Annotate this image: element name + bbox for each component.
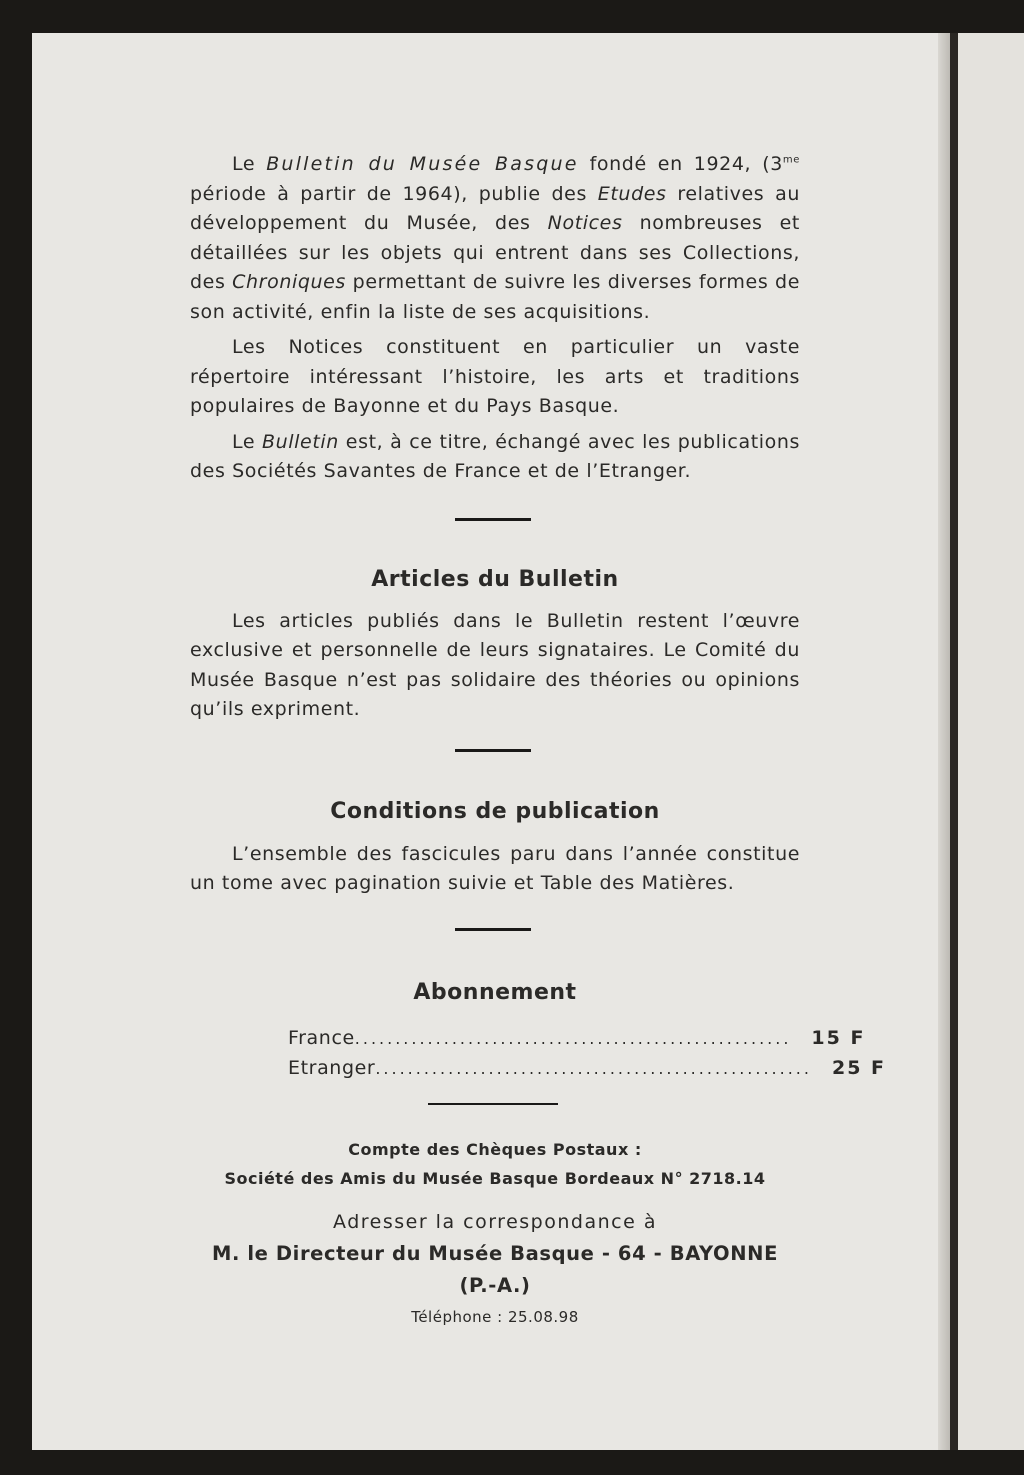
postal-address: M. le Directeur du Musée Basque - 64 - BAYONNE (P.-A.) xyxy=(212,1241,778,1297)
footer-divider xyxy=(428,1103,558,1105)
section-divider xyxy=(455,928,531,931)
section-divider xyxy=(455,518,531,521)
conditions-paragraph: L’ensemble des fascicules paru dans l’année constitue un tome avec pagination suivie et Table des Matières. xyxy=(190,842,800,894)
articles-heading: Articles du Bulletin xyxy=(371,566,619,592)
page-content xyxy=(190,150,887,1332)
rate-price: 15 F xyxy=(811,1026,866,1049)
postal-cheque-info xyxy=(190,1135,800,1193)
section-divider xyxy=(455,749,531,752)
telephone: Téléphone : 25.08.98 xyxy=(411,1307,579,1326)
book-spine xyxy=(950,33,958,1450)
facing-page-edge xyxy=(958,33,1024,1450)
bulletin-title: Bulletin du Musée Basque xyxy=(266,153,579,175)
rate-row-etranger xyxy=(288,1053,887,1083)
cheques-line-2: Société des Amis du Musée Basque Bordeaux N° 2718.14 xyxy=(224,1168,766,1188)
rate-price: 25 F xyxy=(831,1056,887,1079)
intro-paragraph-2: Les Notices constituent en particulier un vaste répertoire intéressant l’histoire, les arts et traditions populaires de Bayonne et du Pays Basque. xyxy=(190,336,800,417)
subscription-rates xyxy=(288,1023,887,1083)
dot-leader: ...................................................... xyxy=(354,1028,792,1048)
abonnement-heading: Abonnement xyxy=(413,979,577,1005)
rate-label: Etranger xyxy=(288,1056,376,1079)
articles-paragraph: Les articles publiés dans le Bulletin restent l’œuvre exclusive et personnelle de leurs signataires. Le Comité du Musée Basque n’est pas solidaire des théories ou opinions qu’ils expriment. xyxy=(190,609,800,720)
address-lead: Adresser la correspondance à xyxy=(333,1210,657,1233)
intro-paragraph-1: Le Bulletin du Musée Basque fondé en 1924, ($3^{me}$ période à partir de 1964), publie des Etudes relatives au développement du Musée, des Notices nombreuses et détaillées sur les objets qui entrent dans ses Collections, des Chroniques permettant de suivre les diverses formes de son activité, enfin la liste de ses acquisitions. xyxy=(190,153,800,323)
cheques-line-1: Compte des Chèques Postaux : xyxy=(348,1139,642,1159)
page-gutter xyxy=(938,33,950,1450)
intro-paragraph-3: Le Bulletin est, à ce titre, échangé avec les publications des Sociétés Savantes de France et de l’Etranger. xyxy=(190,430,801,482)
rate-row-france xyxy=(288,1023,866,1053)
rate-label: France xyxy=(288,1026,355,1049)
conditions-heading: Conditions de publication xyxy=(330,798,660,824)
dot-leader: ...................................................... xyxy=(375,1058,812,1078)
